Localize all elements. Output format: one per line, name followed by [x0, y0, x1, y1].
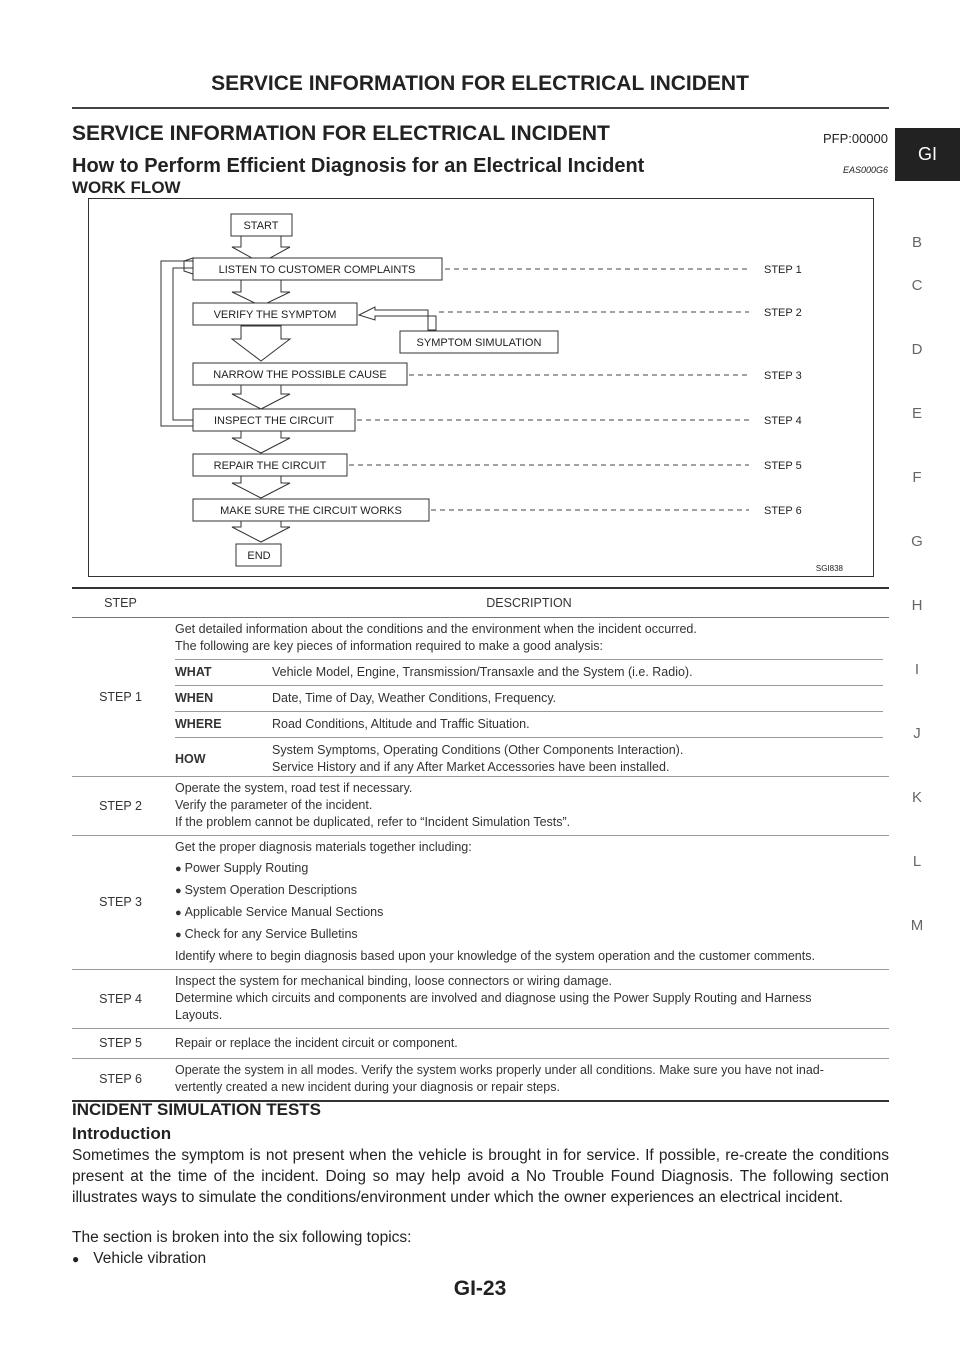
- introduction-title: Introduction: [72, 1124, 172, 1143]
- side-letter-m[interactable]: M: [910, 917, 924, 934]
- key-where-value: Road Conditions, Altitude and Traffic Situation.: [272, 712, 883, 738]
- step-label: STEP 2: [72, 777, 169, 836]
- box-narrow: NARROW THE POSSIBLE CAUSE: [213, 369, 387, 381]
- side-letter-b[interactable]: B: [911, 234, 922, 251]
- key-how-value: [272, 738, 883, 781]
- key-when: WHEN: [175, 686, 272, 712]
- step4-line: Determine which circuits and components are involved and diagnose using the Power Supply Routing and Harness: [175, 991, 812, 1005]
- key-what-value: Vehicle Model, Engine, Transmission/Transaxle and the System (i.e. Radio).: [272, 660, 883, 686]
- table-row-step2: [72, 777, 889, 836]
- how-line-2: Service History and if any After Market Accessories have been installed.: [272, 760, 670, 774]
- step6-line: Operate the system in all modes. Verify the system works properly under all conditions. Make sure you have not inad-: [175, 1063, 824, 1077]
- bullet-icon: ●: [175, 907, 182, 919]
- col-description-header: DESCRIPTION: [169, 588, 889, 618]
- table-row-step1: [72, 618, 889, 777]
- box-start: START: [243, 220, 279, 232]
- key-when-value: Date, Time of Day, Weather Conditions, Frequency.: [272, 686, 883, 712]
- step2-line: Operate the system, road test if necessary.: [175, 781, 413, 795]
- step1-intro-2: The following are key pieces of information required to make a good analysis:: [175, 639, 604, 653]
- side-letter-f[interactable]: F: [912, 469, 922, 486]
- header-rule: [72, 107, 889, 109]
- flowchart-svg: [89, 199, 873, 576]
- side-letter-e[interactable]: E: [911, 405, 922, 422]
- bullet-icon: ●: [72, 1252, 80, 1266]
- step-label: STEP 5: [72, 1029, 169, 1059]
- box-make-sure: MAKE SURE THE CIRCUIT WORKS: [220, 505, 402, 517]
- step-label: STEP 4: [72, 970, 169, 1029]
- section-tab-gi[interactable]: GI: [895, 128, 960, 181]
- incident-title: INCIDENT SIMULATION TESTS: [72, 1100, 322, 1119]
- table-row-step4: [72, 970, 889, 1029]
- how-line-1: System Symptoms, Operating Conditions (Other Components Interaction).: [272, 743, 684, 757]
- bullet-icon: ●: [175, 929, 182, 941]
- pfp-code: PFP:00000: [822, 131, 888, 146]
- step3-outro: Identify where to begin diagnosis based upon your knowledge of the system operation and the customer comments.: [175, 949, 815, 963]
- flow-step-6: STEP 6: [764, 505, 802, 517]
- page-number: GI-23: [453, 1277, 507, 1300]
- key-row-what: [175, 660, 883, 686]
- box-inspect: INSPECT THE CIRCUIT: [214, 415, 334, 427]
- step6-line: vertently created a new incident during your diagnosis or repair steps.: [175, 1080, 560, 1094]
- box-verify: VERIFY THE SYMPTOM: [213, 309, 337, 321]
- section-title: How to Perform Efficient Diagnosis for an Electrical Incident: [72, 155, 645, 177]
- box-end: END: [247, 550, 271, 562]
- key-what: WHAT: [175, 660, 272, 686]
- step1-intro-1: Get detailed information about the conditions and the environment when the incident occurred.: [175, 622, 697, 636]
- bullet-text: Applicable Service Manual Sections: [184, 905, 384, 919]
- step4-line: Layouts.: [175, 1008, 223, 1022]
- flow-step-3: STEP 3: [764, 370, 802, 382]
- table-header-row: [72, 588, 889, 618]
- topic-bullet-item: [72, 1250, 206, 1268]
- step4-line: Inspect the system for mechanical binding, loose connectors or wiring damage.: [175, 974, 613, 988]
- side-letter-d[interactable]: D: [911, 341, 923, 358]
- bullet-text: System Operation Descriptions: [184, 883, 357, 897]
- bullet-icon: ●: [175, 863, 182, 875]
- table-row-step6: [72, 1059, 889, 1102]
- flow-step-1: STEP 1: [764, 264, 802, 276]
- table-row-step5: [72, 1029, 889, 1059]
- workflow-title: WORK FLOW: [72, 178, 181, 197]
- topic-bullet-text: Vehicle vibration: [93, 1250, 207, 1267]
- step2-line: Verify the parameter of the incident.: [175, 798, 373, 812]
- work-flow-chart: [88, 198, 874, 577]
- step3-intro: Get the proper diagnosis materials together including:: [175, 840, 472, 854]
- flow-step-2: STEP 2: [764, 307, 802, 319]
- bullet-item: [175, 926, 883, 944]
- bullet-item: [175, 904, 883, 922]
- introduction-paragraph: Sometimes the symptom is not present when the vehicle is brought in for service. If possible, re-create the conditions present at the time of the incident. Doing so may help avoid a No Trouble Found Diagnosis. The following section illustrates ways to simulate the conditions/environment under which the owner experiences an electrical incident.: [72, 1147, 889, 1206]
- step-label: STEP 6: [72, 1059, 169, 1102]
- bullet-text: Power Supply Routing: [184, 861, 309, 875]
- box-repair: REPAIR THE CIRCUIT: [213, 460, 327, 472]
- side-letter-k[interactable]: K: [911, 789, 922, 806]
- flow-arrows: [161, 236, 436, 542]
- bullet-item: [175, 860, 883, 878]
- page-header: SERVICE INFORMATION FOR ELECTRICAL INCIDENT: [211, 72, 749, 95]
- key-row-where: [175, 712, 883, 738]
- side-letter-h[interactable]: H: [911, 597, 923, 614]
- bullet-item: [175, 882, 883, 900]
- main-title: SERVICE INFORMATION FOR ELECTRICAL INCIDENT: [72, 122, 610, 145]
- bullet-text: Check for any Service Bulletins: [184, 927, 358, 941]
- steps-table: [72, 587, 889, 1102]
- side-letter-i[interactable]: I: [914, 661, 920, 678]
- introduction-topics-line: The section is broken into the six following topics:: [72, 1229, 412, 1246]
- side-letter-j[interactable]: J: [913, 725, 921, 742]
- bullet-icon: ●: [175, 885, 182, 897]
- figure-id: SGI838: [815, 564, 843, 573]
- table-row-step3: [72, 836, 889, 970]
- step-label: STEP 1: [72, 618, 169, 777]
- flow-step-4: STEP 4: [764, 415, 802, 427]
- col-step-header: STEP: [72, 588, 169, 618]
- key-how: HOW: [175, 738, 272, 781]
- side-letter-l[interactable]: L: [912, 853, 922, 870]
- box-listen: LISTEN TO CUSTOMER COMPLAINTS: [218, 264, 416, 276]
- step-label: STEP 3: [72, 836, 169, 970]
- side-letter-g[interactable]: G: [911, 533, 923, 550]
- side-letter-c[interactable]: C: [911, 277, 923, 294]
- step2-line: If the problem cannot be duplicated, refer to “Incident Simulation Tests”.: [175, 815, 571, 829]
- key-row-how: [175, 738, 883, 781]
- box-simulation: SYMPTOM SIMULATION: [416, 337, 542, 349]
- section-code: EAS000G6: [842, 165, 888, 175]
- step1-key-table: [175, 659, 883, 780]
- step5-line: Repair or replace the incident circuit or component.: [175, 1036, 458, 1050]
- key-row-when: [175, 686, 883, 712]
- key-where: WHERE: [175, 712, 272, 738]
- flow-step-5: STEP 5: [764, 460, 802, 472]
- step-leader-lines: [349, 269, 749, 510]
